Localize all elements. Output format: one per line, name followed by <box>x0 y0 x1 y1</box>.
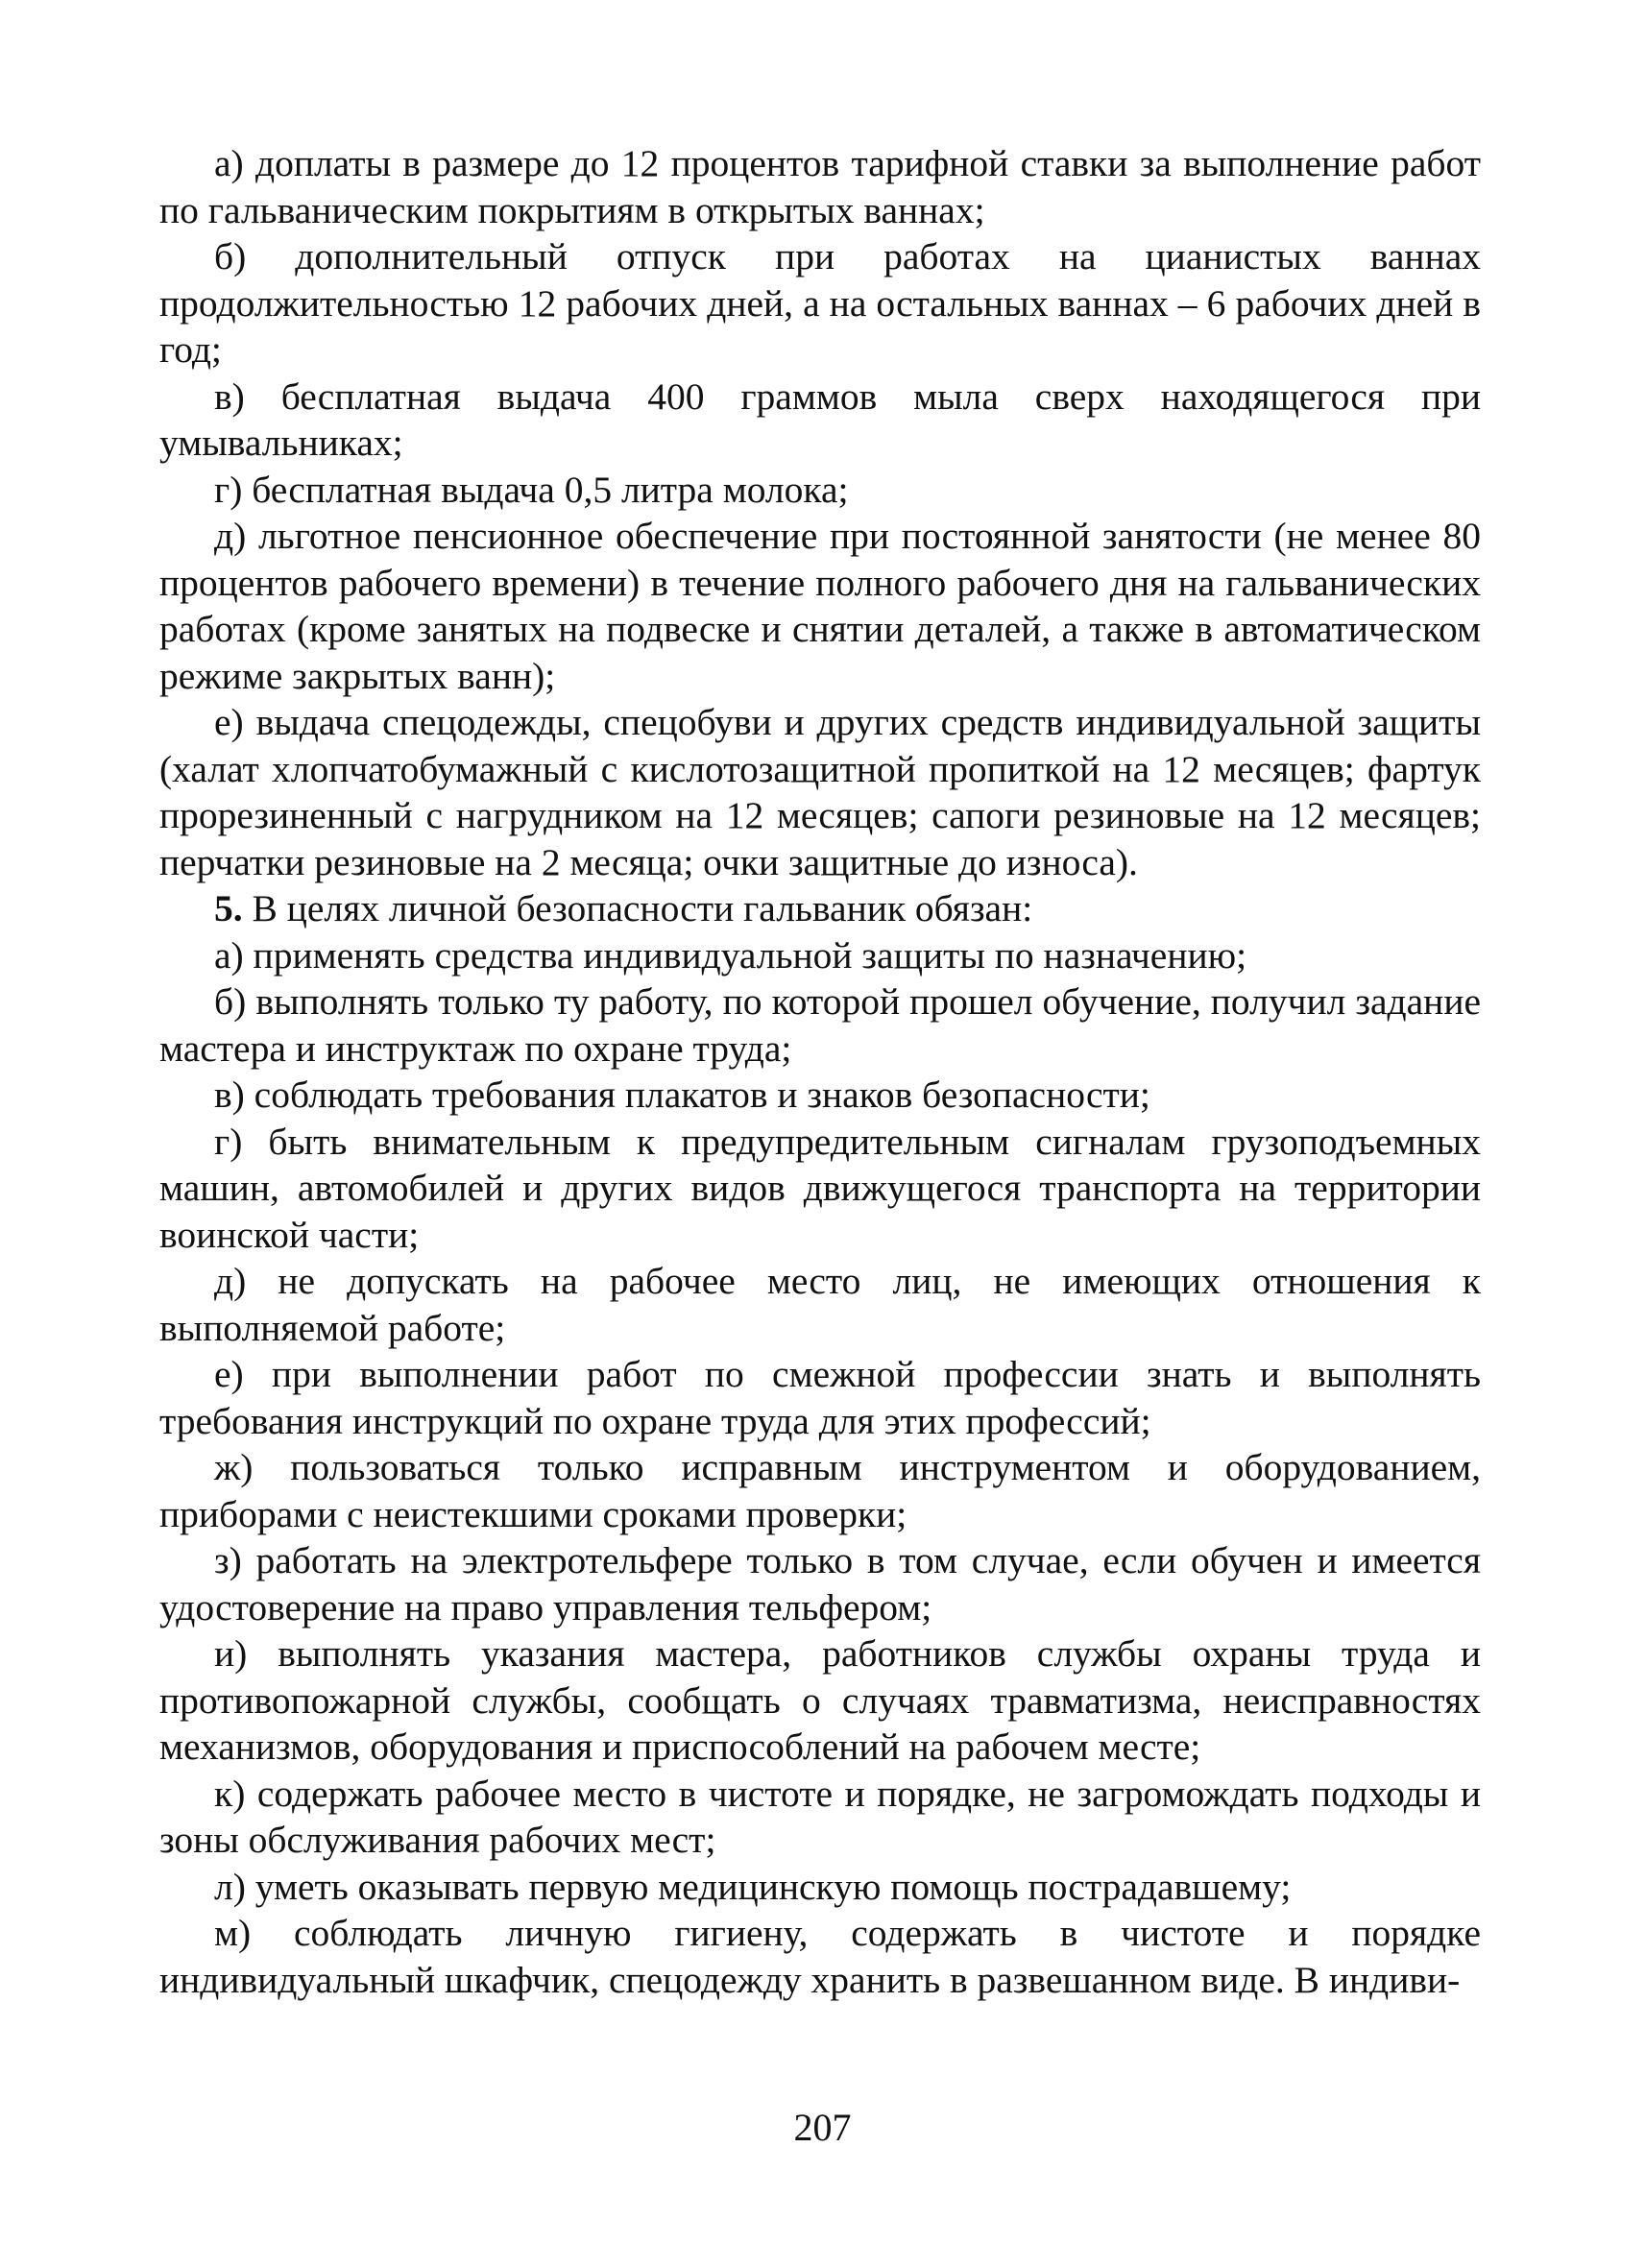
item-a: а) применять средства индивидуальной защиты по назначению; <box>214 933 1247 977</box>
item-b: б) выполнять только ту работу, по которой прошел обучение, получил задание мастера и инструктаж по охране труда; <box>159 980 1481 1070</box>
section-5-heading <box>159 885 1481 932</box>
item-i: и) выполнять указания мастера, работников службы охраны труда и противопожарной службы, сообщать о случаях травматизма, неисправностях механизмов, оборудования и приспособлений на рабочем месте; <box>159 1632 1481 1768</box>
paragraph-b-extra-leave: б) дополнительный отпуск при работах на цианистых ваннах продолжительностью 12 рабочих дней, а на остальных ваннах – 6 рабочих дней в год; <box>159 235 1481 371</box>
paragraph-v-soap: в) бесплатная выдача 400 граммов мыла сверх находящегося при умывальниках; <box>159 374 1481 464</box>
section-5-number: 5. <box>214 887 243 929</box>
item-v: в) соблюдать требования плакатов и знаков безопасности; <box>214 1074 1150 1116</box>
item-l: л) уметь оказывать первую медицинскую помощь пострадавшему; <box>214 1865 1292 1908</box>
item-zh: ж) пользоваться только исправным инструментом и оборудованием, приборами с неистекшими сроками проверки; <box>159 1446 1481 1535</box>
item-z: з) работать на электротельфере только в том случае, если обучен и имеется удостоверение на право управления тельфером; <box>159 1539 1481 1629</box>
item-g: г) быть внимательным к предупредительным сигналам грузоподъемных машин, автомобилей и других видов движущегося транспорта на территории воинской части; <box>159 1120 1481 1256</box>
paragraph-g-milk: г) бесплатная выдача 0,5 литра молока; <box>214 468 849 511</box>
item-m: м) соблюдать личную гигиену, содержать в чистоте и порядке индивидуальный шкафчик, спецодежду хранить в развешанном виде. В индиви- <box>159 1912 1481 2001</box>
paragraph-d-pension: д) льготное пенсионное обеспечение при постоянной занятости (не менее 80 процентов рабочего времени) в течение полного рабочего дня на гальванических работах (кроме занятых на подвеске и снятии деталей, а также в автоматическом режиме закрытых ванн); <box>159 515 1481 697</box>
item-k: к) содержать рабочее место в чистоте и порядке, не загромождать подходы и зоны обслуживания рабочих мест; <box>159 1772 1481 1861</box>
paragraph-e-protective-gear: е) выдача спецодежды, спецобуви и других средств индивидуальной защиты (халат хлопчатобумажный с кислотозащитной пропиткой на 12 месяцев; фартук прорезиненный с нагрудником на 12 месяцев; сапоги резиновые на 12 месяцев; перчатки резиновые на 2 месяца; очки защитные до износа). <box>159 701 1481 883</box>
page-number: 207 <box>793 2106 852 2149</box>
item-d: д) не допускать на рабочее место лиц, не имеющих отношения к выполняемой работе; <box>159 1260 1481 1349</box>
paragraph-a-surcharge: а) доплаты в размере до 12 процентов тарифной ставки за выполнение работ по гальваническим покрытиям в открытых ваннах; <box>159 142 1481 231</box>
item-e: е) при выполнении работ по смежной профессии знать и выполнять требования инструкций по охране труда для этих профессий; <box>159 1353 1481 1442</box>
body-text <box>159 140 1481 2003</box>
section-5-text: В целях личной безопасности гальваник обязан: <box>242 887 1033 929</box>
